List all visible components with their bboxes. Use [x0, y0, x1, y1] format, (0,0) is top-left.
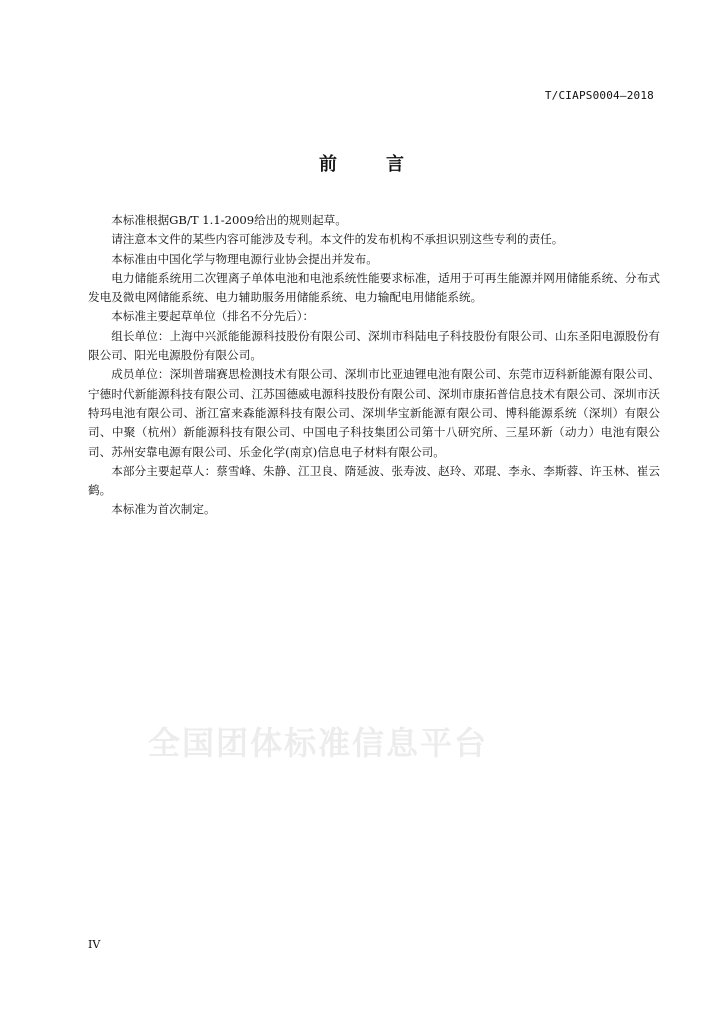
paragraph-drafting-units-heading: 本标准主要起草单位（排名不分先后）： — [111, 309, 315, 324]
page-title-part2: 言 — [386, 154, 405, 175]
paragraph-patent-notice: 请注意本文件的某些内容可能涉及专利。本文件的发布机构不承担识别这些专利的责任。 — [111, 232, 564, 247]
page-title-part1: 前 — [319, 154, 338, 175]
document-code: T/CIAPS0004—2018 — [544, 89, 654, 102]
paragraph-drafting-rules: 本标准根据GB/T 1.1-2009给出的规则起草。 — [111, 213, 347, 227]
paragraph-drafters: 本部分主要起草人：蔡雪峰、朱静、江卫良、隋延波、张寿波、赵玲、邓琨、李永、李斯蓉、许玉林、崔云鹤。 — [88, 463, 660, 498]
foreword-body — [88, 211, 660, 520]
page-number: IV — [88, 938, 101, 951]
page-title — [0, 150, 724, 176]
paragraph-proposer: 本标准由中国化学与物理电源行业协会提出并发布。 — [111, 251, 378, 266]
watermark: 全国团体标准信息平台 — [148, 724, 489, 762]
paragraph-first-edition: 本标准为首次制定。 — [111, 502, 216, 517]
paragraph-leader-units: 组长单位：上海中兴派能能源科技股份有限公司、深圳市科陆电子科技股份有限公司、山东圣阳电源股份有限公司、阳光电源股份有限公司。 — [88, 328, 660, 363]
paragraph-member-units: 成员单位：深圳普瑞赛思检测技术有限公司、深圳市比亚迪锂电池有限公司、东莞市迈科新能源有限公司、宁德时代新能源科技有限公司、江苏国德威电源科技股份有限公司、深圳市康拓普信息技术有限公司、深圳市沃特玛电池有限公司、浙江富来森能源科技有限公司、深圳华宝新能源有限公司、博科能源系统（深圳）有限公司、中聚（杭州）新能源科技有限公司、中国电子科技集团公司第十八研究所、三星环新（动力）电池有限公司、苏州安靠电源有限公司、乐金化学(南京)信息电子材料有限公司。 — [88, 367, 660, 459]
paragraph-scope: 电力储能系统用二次锂离子单体电池和电池系统性能要求标准，适用于可再生能源并网用储能系统、分布式发电及微电网储能系统、电力辅助服务用储能系统、电力输配电用储能系统。 — [88, 270, 660, 305]
